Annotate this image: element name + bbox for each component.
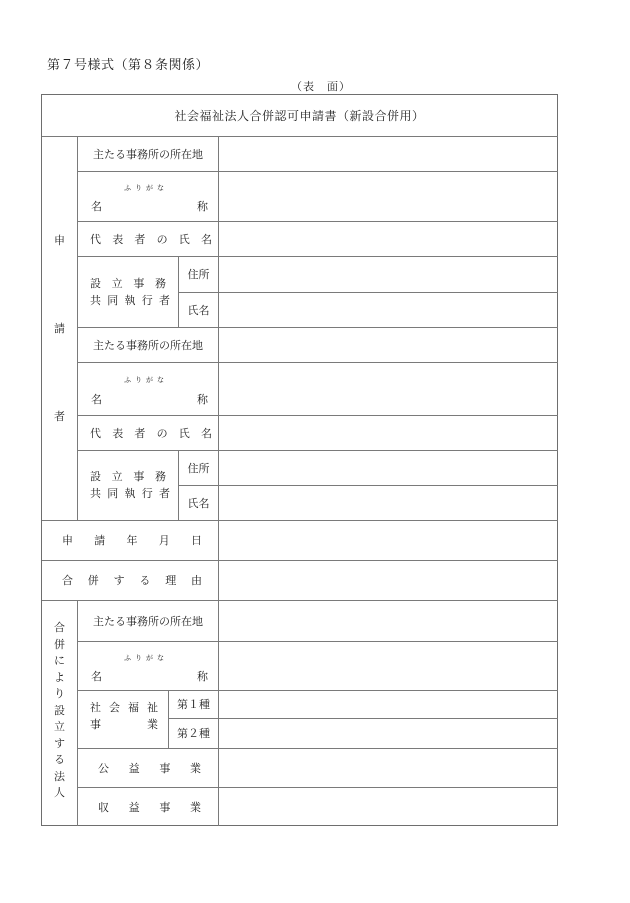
name-label-right: 称 (197, 200, 208, 213)
application-date-field[interactable] (219, 521, 558, 560)
merger-reason-field[interactable] (219, 561, 558, 600)
furigana-label: ふりがな (124, 184, 168, 192)
office-location-field-2[interactable] (219, 328, 558, 362)
new-corp-name-field[interactable] (219, 642, 558, 690)
new-furigana-label: ふりがな (124, 654, 168, 662)
new-name-label-left: 名 (91, 670, 102, 683)
public-interest-label: 公 益 事 業 (98, 761, 201, 775)
application-date-label: 申 請 年 月 日 (62, 534, 202, 547)
name-label-left-2: 名 (91, 393, 102, 406)
new-office-location-field[interactable] (219, 601, 558, 641)
name-label-left: 名 (91, 200, 102, 213)
founder-label-2: 設 立 事 務 共 同 執 行 者 (90, 470, 170, 500)
name-label-right-2: 称 (197, 393, 208, 406)
person-name-label: 氏名 (187, 303, 210, 317)
representative-label-2: 代 表 者 の 氏 名 (90, 426, 212, 440)
representative-label: 代 表 者 の 氏 名 (90, 232, 212, 246)
founder-name-field-2[interactable] (219, 486, 558, 520)
public-interest-field[interactable] (219, 749, 558, 787)
office-location-label: 主たる事務所の所在地 (93, 147, 203, 161)
furigana-label-2: ふりがな (124, 376, 168, 384)
form-number: 第７号様式（第８条関係） (47, 58, 210, 73)
type2-label: 第２種 (177, 727, 210, 740)
type1-field[interactable] (219, 691, 558, 718)
merger-reason-label: 合 併 す る 理 由 (62, 574, 202, 587)
representative-field[interactable] (219, 222, 558, 256)
address-label: 住所 (187, 268, 210, 281)
representative-field-2[interactable] (219, 416, 558, 450)
corp-name-field-2[interactable] (219, 363, 558, 415)
applicant-group-label: 申 請 者 (54, 234, 65, 423)
application-form-table (41, 94, 558, 826)
new-corp-group-label: 合 併 に よ り 設 立 す る 法 人 (54, 621, 65, 799)
founder-address-field[interactable] (219, 257, 558, 292)
founder-name-field[interactable] (219, 293, 558, 327)
profit-business-label: 収 益 事 業 (98, 800, 201, 814)
form-title: 社会福祉法人合併認可申請書（新設合併用） (174, 109, 425, 123)
welfare-business-label: 社 会 福 祉 事 業 (90, 701, 158, 731)
profit-business-field[interactable] (219, 788, 558, 826)
new-office-location-label: 主たる事務所の所在地 (93, 614, 203, 628)
type2-field[interactable] (219, 719, 558, 748)
type1-label: 第１種 (177, 698, 210, 711)
new-name-label-right: 称 (197, 670, 208, 683)
person-name-label-2: 氏名 (187, 496, 210, 510)
address-label-2: 住所 (187, 461, 210, 475)
office-location-label-2: 主たる事務所の所在地 (93, 338, 203, 352)
founder-address-field-2[interactable] (219, 451, 558, 485)
side-label: （表 面） (291, 80, 351, 93)
office-location-field[interactable] (219, 137, 558, 171)
founder-label: 設 立 事 務 共 同 執 行 者 (90, 277, 170, 307)
corp-name-field[interactable] (219, 172, 558, 221)
